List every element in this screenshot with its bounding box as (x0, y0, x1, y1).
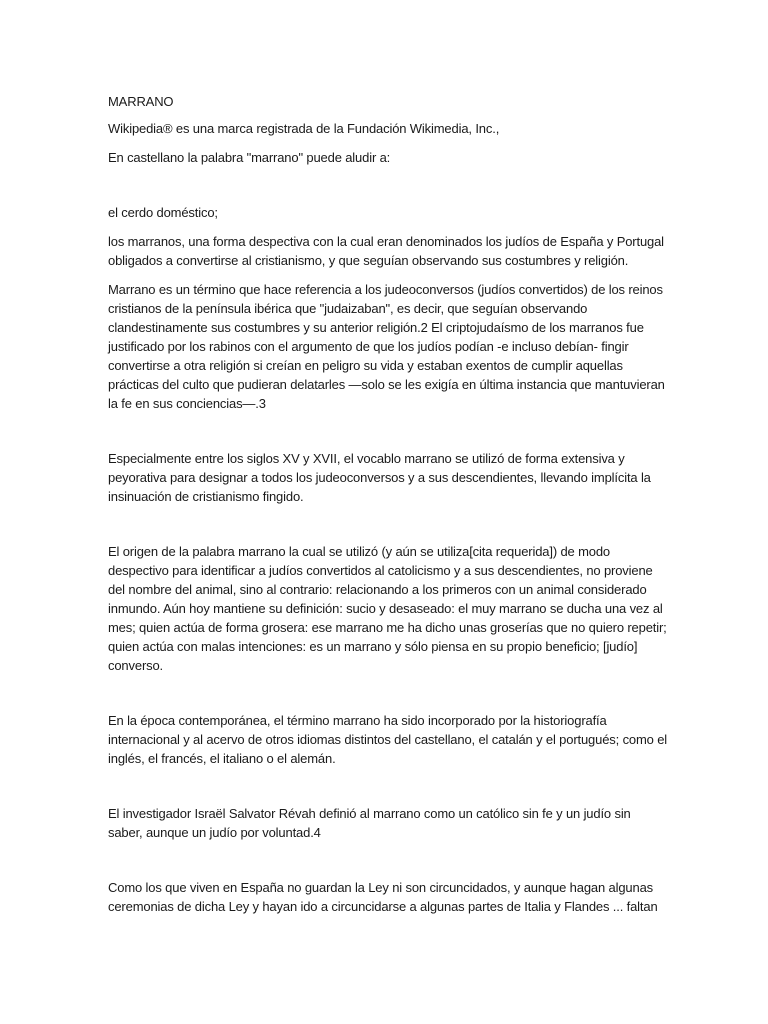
document-body (108, 92, 668, 916)
paragraph-contemporanea: En la época contemporánea, el término marrano ha sido incorporado por la historiografía internacional y al acervo de otros idiomas distintos del castellano, el catalán y el portugués; como el inglés, el francés, el italiano o el alemán. (108, 713, 668, 766)
paragraph-revah: El investigador Israël Salvator Révah definió al marrano como un católico sin fe y un judío sin saber, aunque un judío por voluntad.4 (108, 806, 631, 840)
paragraph-marranos-definition: los marranos, una forma despectiva con la cual eran denominados los judíos de España y Portugal obligados a convertirse al cristianismo, y que seguían observando sus costumbres y religión. (108, 234, 664, 268)
document-title: MARRANO (108, 94, 174, 109)
paragraph-origen: El origen de la palabra marrano la cual se utilizó (y aún se utiliza[cita requerida]) de modo despectivo para identificar a judíos convertidos al catolicismo y a sus descendientes, no proviene del nombre del animal, sino al contrario: relacionando a los primeros con un animal considerado inmundo. Aún hoy mantiene su definición: sucio y desaseado: el muy marrano se ducha una vez al mes; quien actúa de forma grosera: ese marrano me ha dicho unas groserías que no quiero repetir; quien actúa con malas intenciones: es un marrano y sólo piensa en su propio beneficio; [judío] converso. (108, 544, 667, 673)
paragraph-trademark: Wikipedia® es una marca registrada de la Fundación Wikimedia, Inc., (108, 121, 500, 136)
paragraph-cerdo: el cerdo doméstico; (108, 205, 218, 220)
paragraph-intro: En castellano la palabra "marrano" puede aludir a: (108, 150, 391, 165)
paragraph-judeoconversos: Marrano es un término que hace referencia a los judeoconversos (judíos convertidos) de los reinos cristianos de la península ibérica que "judaizaban", es decir, que seguían observando clandestinamente sus costumbres y su anterior religión.2 El criptojudaísmo de los marranos fue justificado por los rabinos con el argumento de que los judíos podían -e incluso debían- fingir convertirse a otra religión si creían en peligro su vida y estaban exentos de cumplir aquellas prácticas del culto que pudieran delatarles —solo se les exigía en última instancia que mantuvieran la fe en sus conciencias—.3 (108, 282, 665, 411)
paragraph-siglos: Especialmente entre los siglos XV y XVII, el vocablo marrano se utilizó de forma extensiva y peyorativa para designar a todos los judeoconversos y a sus descendientes, llevando implícita la insinuación de cristianismo fingido. (108, 451, 651, 504)
paragraph-espana: Como los que viven en España no guardan la Ley ni son circuncidados, y aunque hagan algunas ceremonias de dicha Ley y hayan ido a circuncidarse a algunas partes de Italia y Flandes ... faltan (108, 880, 658, 914)
